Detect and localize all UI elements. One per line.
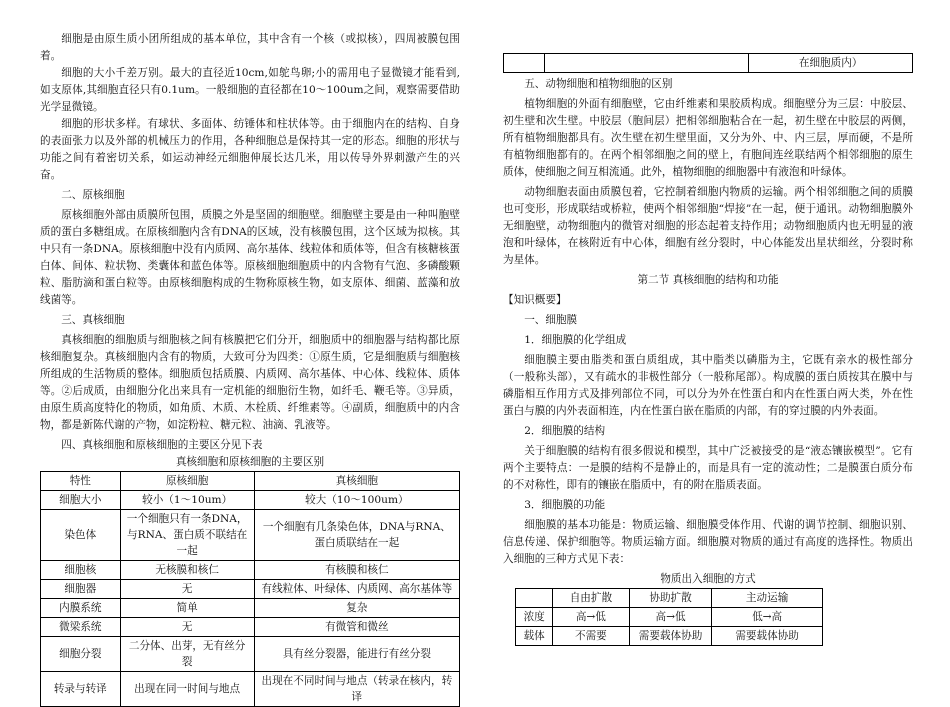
table-cell: 无 xyxy=(120,580,254,599)
table-cell: 细胞大小 xyxy=(41,491,121,510)
heading-membrane-function: 3．细胞膜的功能 xyxy=(524,499,606,511)
paragraph-cell-definition: 细胞是由原生质小团所组成的基本单位，其中含有一个核（或拟核），四周被膜包围着。 xyxy=(40,33,460,62)
table-cell: 浓度 xyxy=(516,608,553,627)
table-cell: 内膜系统 xyxy=(41,599,121,618)
table-cell: 出现在同一时间与地点 xyxy=(120,672,254,707)
table-cell: 细胞核 xyxy=(41,561,121,580)
table-header-cell: 主动运输 xyxy=(712,589,822,608)
table-cell: 高→低 xyxy=(629,608,712,627)
table-cell: 微梁系统 xyxy=(41,618,121,637)
table-cell: 载体 xyxy=(516,627,553,646)
table-cell: 具有丝分裂器，能进行有丝分裂 xyxy=(254,637,459,672)
table-cell: 无核膜和核仁 xyxy=(120,561,254,580)
table-cell: 有微管和微丝 xyxy=(254,618,459,637)
table2-title: 物质出入细胞的方式 xyxy=(660,573,756,585)
table-header-row xyxy=(516,589,823,608)
transport-table xyxy=(515,588,823,646)
table-row xyxy=(516,627,823,646)
table-cell: 染色体 xyxy=(41,510,121,561)
paragraph-membrane-structure: 关于细胞膜的结构有很多假说和模型，其中广泛被接受的是“液态镶嵌模型”。它有两个主要特点：一是膜的结构不是静止的，而是具有一定的流动性；二是膜蛋白质分布的不对称性，即有的镶嵌在脂质中，有的附在脂质表面。 xyxy=(503,445,913,491)
table-cell: 一个细胞只有一条DNA，与RNA、蛋白质不联结在一起 xyxy=(120,510,254,561)
table-cell: 一个细胞有几条染色体，DNA与RNA、蛋白质联结在一起 xyxy=(254,510,459,561)
table-cell: 二分体、出芽，无有丝分裂 xyxy=(120,637,254,672)
paragraph-prokaryote: 原核细胞外部由质膜所包围，质膜之外是坚固的细胞壁。细胞壁主要是由一种叫胞壁质的蛋白多糖组成。在原核细胞内含有DNA的区域，没有核膜包围，这个区域为拟核。其中只有一条DNA。原核细胞中没有内质网、高尔基体、线粒体和质体等，但含有核糖核蛋白体、间体、粒状物、类囊体和蓝色体等。原核细胞细胞质中的内含物有气泡、多磷酸颗粒、脂肪滴和蛋白粒等。由原核细胞构成的生物称原核生物，如支原体、细菌、蓝藻和放线菌等。 xyxy=(40,209,460,306)
paragraph-cell-shape: 细胞的形状多样。有球状、多面体、纺锤体和柱状体等。由于细胞内在的结构、自身的表面张力以及外部的机械压力的作用，各种细胞总是保持其一定的形态。细胞的形状与功能之间有着密切关系，如运动神经元细胞伸展长达几米，用以传导外界刺激产生的兴奋。 xyxy=(40,118,460,181)
table-cell: 复杂 xyxy=(254,599,459,618)
heading-comparison: 四、真核细胞和原核细胞的主要区分见下表 xyxy=(61,439,263,451)
table-row xyxy=(41,491,460,510)
table-row xyxy=(41,637,460,672)
table-cell: 高→低 xyxy=(553,608,630,627)
heading-animal-plant: 五、动物细胞和植物细胞的区别 xyxy=(524,78,673,90)
heading-eukaryote: 三、真核细胞 xyxy=(61,314,125,326)
heading-prokaryote: 二、原核细胞 xyxy=(61,189,125,201)
table-cell: 较大（10～100um） xyxy=(254,491,459,510)
table-cell: 有核膜和核仁 xyxy=(254,561,459,580)
section-title: 第二节 真核细胞的结构和功能 xyxy=(637,274,779,286)
table-row xyxy=(41,672,460,707)
table-cell: 较小（1～10um） xyxy=(120,491,254,510)
table-row xyxy=(504,54,913,73)
heading-membrane-structure: 2．细胞膜的结构 xyxy=(524,425,606,437)
paragraph-animal-cell: 动物细胞表面由质膜包着，它控制着细胞内物质的运输。两个相邻细胞之间的质膜也可变形，形成联结或桥粒，使两个相邻细胞“焊接”在一起，便于通讯。动物细胞膜外无细胞壁，动物细胞内的微管对细胞的形态起着支持作用；动物细胞质内也无明显的液泡和叶绿体，在核附近有中心体，细胞有丝分裂时，中心体能发出星状细丝，分裂时称为星体。 xyxy=(503,186,913,266)
table-cell: 出现在不同时间与地点（转录在核内，转译 xyxy=(254,672,459,707)
comparison-table-continued xyxy=(503,53,913,73)
table-cell: 简单 xyxy=(120,599,254,618)
paragraph-cell-size: 细胞的大小千差万别。最大的直径近10cm,如鸵鸟卵;小的需用电子显微镜才能看到,如支原体,其细胞直径只有0.1um。一般细胞的直径都在10～100um之间，观察需要借助光学显微镜。 xyxy=(40,67,460,113)
table-header-row xyxy=(41,472,460,491)
table-row xyxy=(41,510,460,561)
table-row xyxy=(516,608,823,627)
paragraph-plant-cell: 植物细胞的外面有细胞壁，它由纤维素和果胶质构成。细胞壁分为三层：中胶层、初生壁和次生壁。中胶层（胞间层）把相邻细胞粘合在一起，初生壁在中胶层的两侧，所有植物细胞都具有。次生壁在初生壁里面，又分为外、中、内三层，厚而硬，不是所有植物细胞都有的。在两个相邻细胞之间的壁上，有胞间连丝联结两个相邻细胞的原生质体，使细胞之间互相流通。此外，植物细胞的细胞器中有液泡和叶绿体。 xyxy=(503,98,913,178)
right-column xyxy=(503,0,913,646)
table-cell: 无 xyxy=(120,618,254,637)
knowledge-overview-label: 【知识概要】 xyxy=(503,294,567,306)
table-header-cell: 协助扩散 xyxy=(629,589,712,608)
paragraph-eukaryote: 真核细胞的细胞质与细胞核之间有核膜把它们分开，细胞质中的细胞器与结构都比原核细胞复杂。真核细胞内含有的物质，大致可分为四类：①原生质，它是细胞质与细胞核所组成的生活物质的整体。细胞质包括质膜、内质网、高尔基体、中心体、线粒体、质体等。②后成质，由细胞分化出来具有一定机能的细胞衍生物，如纤毛、鞭毛等。③异质，由原生质高度特化的物质，如角质、木质、木栓质、纤维素等。④副质，细胞质中的内含物，都是新陈代谢的产物，如淀粉粒、糖元粒、油滴、乳液等。 xyxy=(40,334,460,431)
table-header-cell: 自由扩散 xyxy=(553,589,630,608)
table-cell: 需要载体协助 xyxy=(712,627,822,646)
table-row xyxy=(41,561,460,580)
heading-cell-membrane: 一、细胞膜 xyxy=(524,314,578,326)
table-header-cell: 真核细胞 xyxy=(254,472,459,491)
paragraph-membrane-function: 细胞膜的基本功能是：物质运输、细胞膜受体作用、代谢的调节控制、细胞识别、信息传递、保护细胞等。物质运输方面。细胞膜对物质的通过有高度的选择性。物质出入细胞的三种方式见下表： xyxy=(503,519,913,565)
table-cell: 不需要 xyxy=(553,627,630,646)
table-header-cell: 特性 xyxy=(41,472,121,491)
table-header-cell: 原核细胞 xyxy=(120,472,254,491)
table-title: 真核细胞和原核细胞的主要区别 xyxy=(175,456,325,468)
table-header-cell xyxy=(516,589,553,608)
table-row xyxy=(41,599,460,618)
left-column xyxy=(40,0,460,707)
table-cell: 在细胞质内） xyxy=(749,54,913,73)
table-cell xyxy=(544,54,749,73)
table-row xyxy=(41,618,460,637)
table-cell xyxy=(504,54,545,73)
table-cell: 需要载体协助 xyxy=(629,627,712,646)
table-cell: 细胞器 xyxy=(41,580,121,599)
table-cell: 低→高 xyxy=(712,608,822,627)
table-row xyxy=(41,580,460,599)
table-cell: 有线粒体、叶绿体、内质网、高尔基体等 xyxy=(254,580,459,599)
table-cell: 转录与转译 xyxy=(41,672,121,707)
paragraph-membrane-composition: 细胞膜主要由脂类和蛋白质组成，其中脂类以磷脂为主，它既有亲水的极性部分（一般称头部），又有疏水的非极性部分（一般称尾部）。构成膜的蛋白质按其在膜中与磷脂相互作用方式及排列部位不同，可以分为外在性蛋白和内在性蛋白两大类，外在性蛋白与膜的内外表面相连，内在性蛋白嵌在脂质的内部，有的穿过膜的内外表面。 xyxy=(503,354,913,417)
heading-membrane-composition: 1．细胞膜的化学组成 xyxy=(524,334,627,346)
table-cell: 细胞分裂 xyxy=(41,637,121,672)
